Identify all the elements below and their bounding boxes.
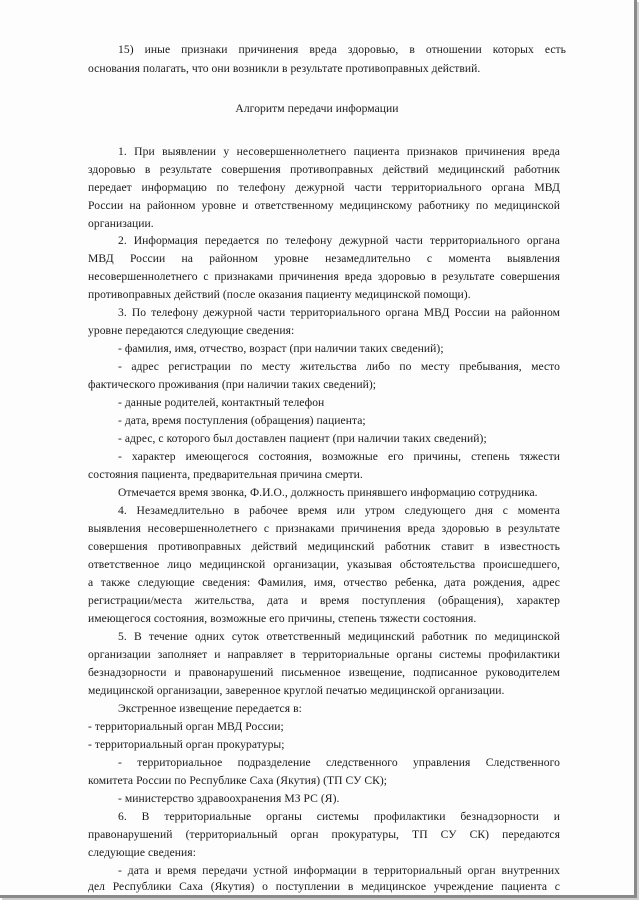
list-item: - территориальное подразделение следственного управления Следственного	[118, 756, 560, 769]
text-line: 4. Незамедлительно в рабочее время или утром следующего дня с момента	[118, 504, 560, 517]
text-line: России на районном уровне и ответственному медицинскому работнику по медицинской	[88, 199, 560, 212]
text-line: состояния пациента, предварительная причина смерти.	[88, 468, 363, 481]
list-item: - данные родителей, контактный телефон	[118, 396, 325, 409]
text-line: организации заполняет и направляет в территориальные органы системы профилактики	[88, 648, 560, 661]
list-item: - дата, время поступления (обращения) пациента;	[118, 414, 366, 427]
text-line: регистрации/места жительства, дата и время поступления (обращения), характер	[88, 594, 560, 607]
text-line: фактического проживания (при наличии таких сведений);	[88, 378, 377, 391]
list-item: - министерство здравоохранения МЗ РС (Я).	[118, 792, 340, 805]
text-line: Отмечается время звонка, Ф.И.О., должность принявшего информацию сотрудника.	[118, 486, 538, 499]
text-line: дел Республики Саха (Якутия) о поступлении в медицинское учреждение пациента с	[88, 880, 560, 893]
text-line: 6. В территориальные органы системы профилактики безнадзорности и	[118, 810, 560, 823]
text-line: 5. В течение одних суток ответственный медицинский работник по медицинской	[118, 630, 560, 643]
text-line: 3. По телефону дежурной части территориального органа МВД России на районном	[118, 306, 560, 319]
list-item: - адрес, с которого был доставлен пациент (при наличии таких сведений);	[118, 432, 487, 445]
section-heading: Алгоритм передачи информации	[235, 102, 399, 115]
text-line: комитета России по Республике Саха (Якутия) (ТП СУ СК);	[88, 774, 388, 787]
text-line: безнадзорности и правонарушений письменное извещение, подписанное руководителем	[88, 666, 560, 679]
list-item: - фамилия, имя, отчество, возраст (при наличии таких сведений);	[118, 342, 444, 355]
text-line: ответственное лицо медицинской организации, указывая обстоятельства происшедшего,	[88, 558, 560, 571]
text-line: здоровью в результате совершения противоправных действий медицинский работник	[88, 163, 560, 176]
text-line: уровне передаются следующие сведения:	[88, 324, 295, 337]
text-line: совершения противоправных действий медицинский работник ставит в известность	[88, 540, 560, 553]
list-item: - территориальный орган МВД России;	[88, 720, 284, 733]
text-line: медицинской организации, заверенное круглой печатью медицинской организации.	[88, 684, 505, 697]
intro-line-1: 15) иные признаки причинения вреда здоровью, в отношении которых есть	[118, 43, 566, 56]
text-line: следующие сведения:	[88, 846, 196, 859]
intro-line-2: основания полагать, что они возникли в результате противоправных действий.	[88, 62, 481, 75]
text-line: организации.	[88, 217, 154, 230]
text-line: Экстренное извещение передается в:	[118, 702, 302, 715]
text-line: МВД России на районном уровне незамедлительно с момента выявления	[88, 252, 560, 265]
text-line: правонарушений (территориальный орган прокуратуры, ТП СУ СК) передаются	[88, 828, 560, 841]
text-line: 2. Информация передается по телефону дежурной части территориального органа	[118, 234, 560, 247]
text-line: а также следующие сведения: Фамилия, имя, отчество ребенка, дата рождения, адрес	[88, 576, 560, 589]
text-line: противоправных действий (после оказания пациенту медицинской помощи).	[88, 288, 471, 301]
text-line: имеющегося состояния, возможные его причины, степень тяжести состояния.	[88, 612, 477, 625]
text-line: несовершеннолетнего с признаками причинения вреда здоровью в результате совершения	[88, 270, 560, 283]
text-line: 1. При выявлении у несовершеннолетнего пациента признаков причинения вреда	[118, 145, 560, 158]
list-item: - характер имеющегося состояния, возможные его причины, степень тяжести	[118, 450, 560, 463]
text-line: выявления несовершеннолетнего с признаками причинения вреда здоровью в результате	[88, 522, 560, 535]
list-item: - адрес регистрации по месту жительства либо по месту пребывания, место	[118, 360, 560, 373]
list-item: - дата и время передачи устной информации в территориальный орган внутренних	[118, 864, 560, 877]
text-line: передает информацию по телефону дежурной части территориального органа МВД	[88, 181, 560, 194]
list-item: - территориальный орган прокуратуры;	[88, 738, 285, 751]
